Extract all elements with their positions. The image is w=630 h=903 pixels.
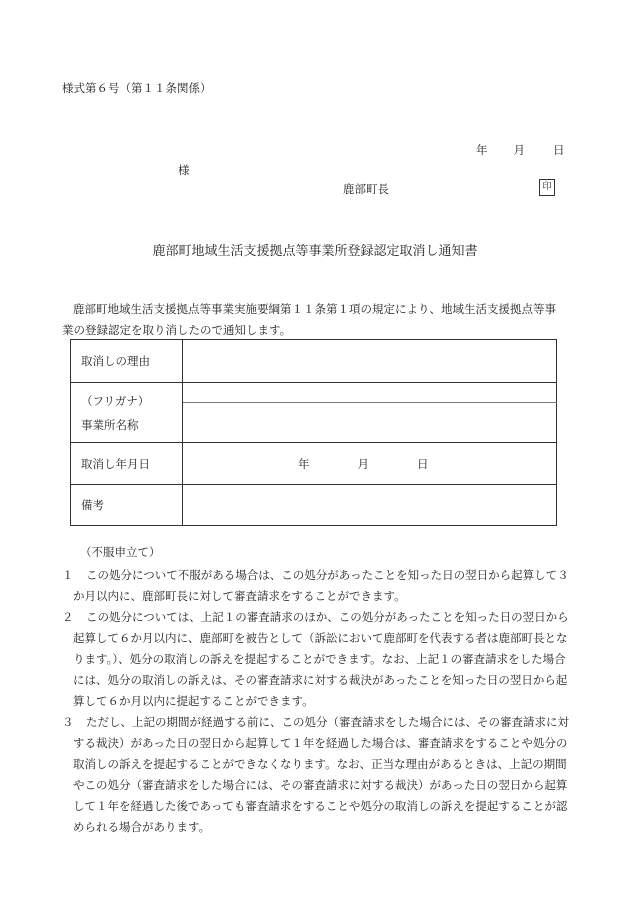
appeal-item-text: ただし、上記の期間が経過する前に、この処分（審査請求をした場合には、その審査請求に対する裁決）があった日の翌日から起算して１年を経過した場合は、審査請求をすることや処分の取消しの訴えを提起することができなくなります。なお、正当な理由があるときは、上記の期間やこの処分（審査請求をした場合には、その審査請求に対する裁決）があった日の翌日から起算して１年を経過した後であっても審査請求をすることや処分の取消しの訴えを提起することが認められる場合があります。 [73, 715, 569, 834]
reason-value [183, 340, 557, 383]
furigana-divider [183, 402, 557, 403]
remarks-label: 備考 [71, 485, 183, 526]
appeal-item [62, 607, 570, 712]
addressee-suffix: 様 [178, 163, 190, 177]
appeal-heading: （不服申立て） [80, 545, 161, 559]
appeal-item-text: この処分について不服がある場合は、この処分があったことを知った日の翌日から起算して３か月以内に、鹿部町長に対して審査請求をすることができます。 [73, 568, 569, 603]
date-day-unit: 日 [417, 456, 429, 471]
office-value [183, 383, 557, 443]
seal-box: 印 [539, 179, 555, 196]
date-value [183, 443, 557, 485]
appeal-list [62, 565, 570, 838]
appeal-item [62, 565, 570, 607]
year-label: 年 [476, 143, 488, 157]
month-label: 月 [513, 143, 525, 157]
reason-row [71, 340, 557, 383]
document-title: 鹿部町地域生活支援拠点等事業所登録認定取消し通知書 [152, 244, 478, 259]
appeal-item-number: ２ [62, 610, 74, 624]
office-name-label: 事業所名称 [81, 417, 139, 432]
body-text: 鹿部町地域生活支援拠点等事業実施要綱第１１条第１項の規定により、地域生活支援拠点等事業の登録認定を取り消したので通知します。 [62, 302, 556, 337]
date-row [71, 443, 557, 485]
furigana-label: （フリガナ） [81, 393, 150, 408]
office-row [71, 383, 557, 443]
date-year-unit: 年 [298, 456, 310, 471]
date-month-unit: 月 [357, 456, 369, 471]
issuer-name: 鹿部町長 [343, 182, 389, 196]
day-label: 日 [553, 143, 565, 157]
appeal-item-number: ３ [62, 715, 74, 729]
office-label-cell [71, 383, 183, 443]
remarks-row [71, 485, 557, 526]
form-number: 様式第６号（第１１条関係） [62, 81, 212, 95]
remarks-value [183, 485, 557, 526]
date-label: 取消し年月日 [71, 443, 183, 485]
info-table [70, 339, 557, 526]
appeal-item [62, 712, 570, 838]
appeal-item-number: １ [62, 568, 74, 582]
reason-label: 取消しの理由 [71, 340, 183, 383]
issue-date [476, 142, 565, 158]
appeal-item-text: この処分については、上記１の審査請求のほか、この処分があったことを知った日の翌日から起算して６か月以内に、鹿部町を被告として（訴訟において鹿部町を代表する者は鹿部町長となります。）、処分の取消しの訴えを提起することができます。なお、上記１の審査請求をした場合には、処分の取消しの訴えは、その審査請求に対する裁決があったことを知った日の翌日から起算して６か月以内に提起することができます。 [73, 610, 569, 708]
